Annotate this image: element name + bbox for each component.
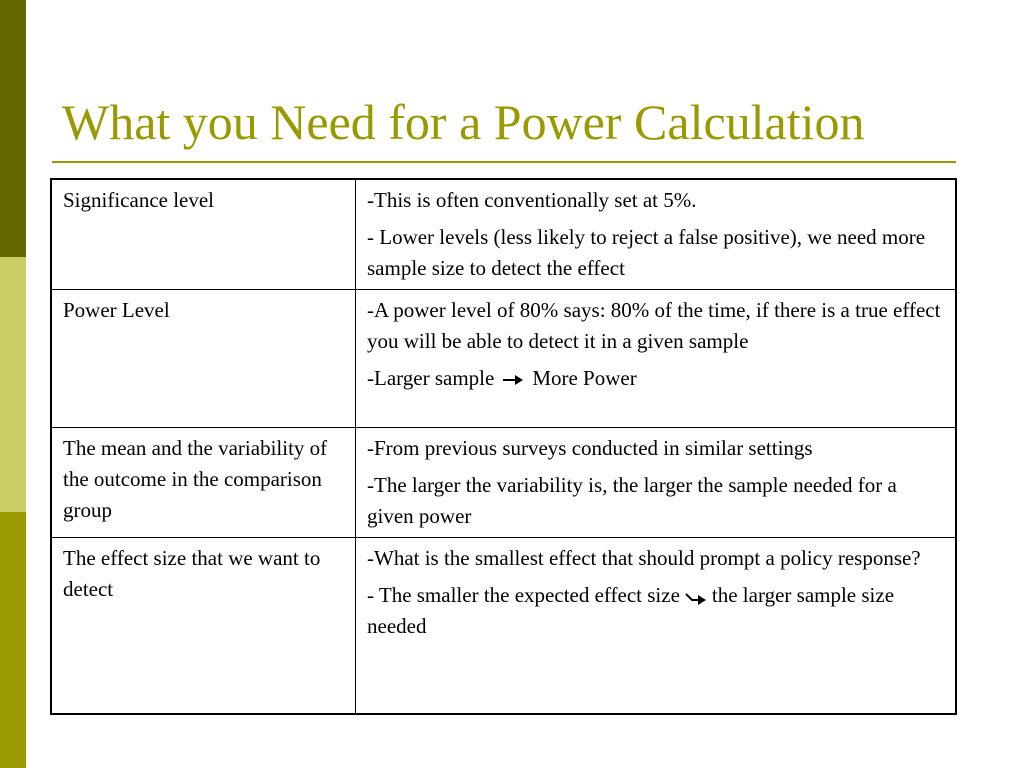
row-label-cell (51, 290, 356, 428)
table-row (51, 179, 956, 290)
row-label: Power Level (63, 298, 170, 322)
row-label-cell (51, 179, 356, 290)
row-label-cell (51, 428, 356, 538)
arrow-after-text: the larger sample size needed (367, 583, 895, 638)
row-label: The effect size that we want to detect (63, 546, 321, 601)
description-text: -The larger the variability is, the larger the sample needed for a given power (367, 473, 897, 528)
row-description-cell (356, 538, 957, 715)
bent-arrow-right-icon (684, 589, 708, 605)
arrow-right-icon (500, 373, 526, 387)
table-row (51, 538, 956, 715)
description-text: -A power level of 80% says: 80% of the time, if there is a true effect you will be able to detect it in a given sample (367, 298, 941, 353)
arrow-after-text: More Power (532, 366, 637, 390)
arrow-before-text: - The smaller the expected effect size (367, 583, 680, 607)
side-bar-olive (0, 512, 26, 768)
description-text: -From previous surveys conducted in similar settings (367, 436, 813, 460)
arrow-before-text: -Larger sample (367, 366, 495, 390)
row-description-cell (356, 290, 957, 428)
description-text: - Lower levels (less likely to reject a false positive), we need more sample size to detect the effect (367, 225, 926, 280)
table-row (51, 290, 956, 428)
row-description-cell (356, 179, 957, 290)
title-underline (52, 161, 956, 163)
side-bar-dark (0, 0, 26, 257)
power-calculation-table (50, 178, 957, 715)
row-label: Significance level (63, 188, 215, 212)
description-text-with-arrow (367, 363, 943, 394)
side-bar-light (0, 257, 26, 512)
description-text-with-arrow (367, 580, 943, 642)
row-label: The mean and the variability of the outcome in the comparison group (63, 436, 328, 522)
table-row (51, 428, 956, 538)
description-text: -This is often conventionally set at 5%. (367, 188, 697, 212)
slide-title: What you Need for a Power Calculation (62, 94, 865, 150)
description-text: -What is the smallest effect that should prompt a policy response? (367, 546, 921, 570)
row-description-cell (356, 428, 957, 538)
row-label-cell (51, 538, 356, 715)
